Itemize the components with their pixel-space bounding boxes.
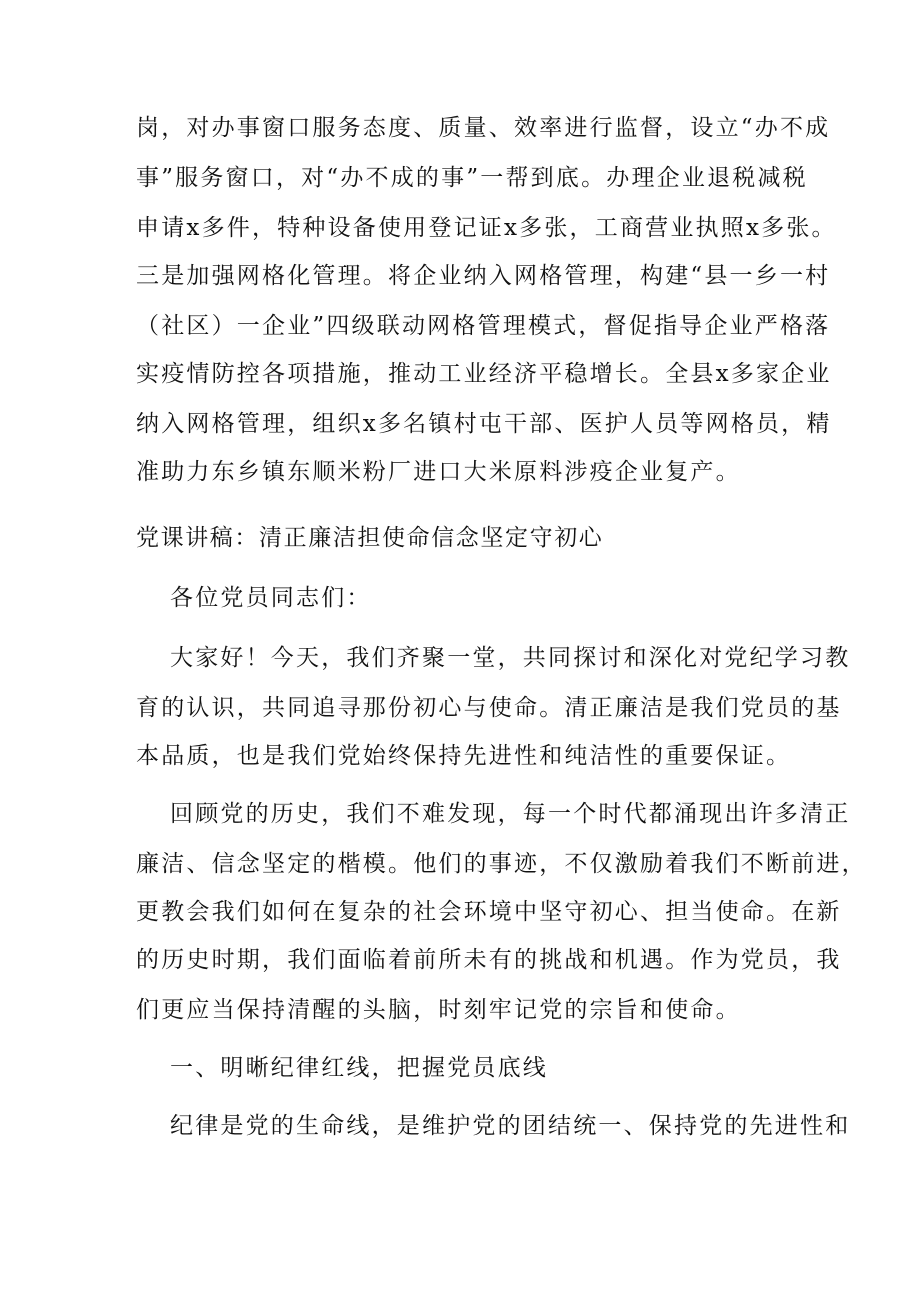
salutation: 各位党员同志们： bbox=[170, 585, 372, 611]
paragraph-1-line: 本品质，也是我们党始终保持先进性和纯洁性的重要保证。 bbox=[136, 743, 792, 769]
paragraph-1-line: 大家好！今天，我们齐聚一堂，共同探讨和深化对党纪学习教 bbox=[170, 645, 851, 671]
body-text-line: 岗，对办事窗口服务态度、质量、效率进行监督，设立“办不成 bbox=[136, 115, 831, 141]
paragraph-3-line: 纪律是党的生命线，是维护党的团结统一、保持党的先进性和 bbox=[170, 1113, 851, 1139]
paragraph-2-line: 们更应当保持清醒的头脑，时刻牢记党的宗旨和使命。 bbox=[136, 997, 741, 1023]
body-text-line: 事”服务窗口，对“办不成的事”一帮到底。办理企业退税减税 bbox=[136, 165, 808, 191]
paragraph-2-line: 的历史时期，我们面临着前所未有的挑战和机遇。作为党员，我 bbox=[136, 947, 842, 973]
paragraph-1-line: 育的认识，共同追寻那份初心与使命。清正廉洁是我们党员的基 bbox=[136, 695, 842, 721]
body-text-line: 准助力东乡镇东顺米粉厂进口大米原料涉疫企业复产。 bbox=[136, 459, 741, 485]
paragraph-2-line: 回顾党的历史，我们不难发现，每一个时代都涌现出许多清正 bbox=[170, 801, 851, 827]
document-title: 党课讲稿：清正廉洁担使命信念坚定守初心 bbox=[136, 525, 604, 551]
body-text-line: 申请x多件，特种设备使用登记证x多张，工商营业执照x多张。 bbox=[136, 215, 837, 241]
body-text-line: （社区）一企业”四级联动网格管理模式，督促指导企业严格落 bbox=[136, 313, 831, 339]
paragraph-2-line: 廉洁、信念坚定的楷模。他们的事迹，不仅激励着我们不断前进， bbox=[136, 851, 867, 877]
section-1-heading: 一、明晰纪律红线，把握党员底线 bbox=[170, 1055, 548, 1081]
paragraph-2-line: 更教会我们如何在复杂的社会环境中坚守初心、担当使命。在新 bbox=[136, 899, 842, 925]
body-text-line: 纳入网格管理，组织x多名镇村屯干部、医护人员等网格员，精 bbox=[136, 411, 832, 437]
body-text-line: 三是加强网格化管理。将企业纳入网格管理，构建“县一乡一村 bbox=[136, 263, 831, 289]
body-text-line: 实疫情防控各项措施，推动工业经济平稳增长。全县x多家企业 bbox=[136, 361, 832, 387]
